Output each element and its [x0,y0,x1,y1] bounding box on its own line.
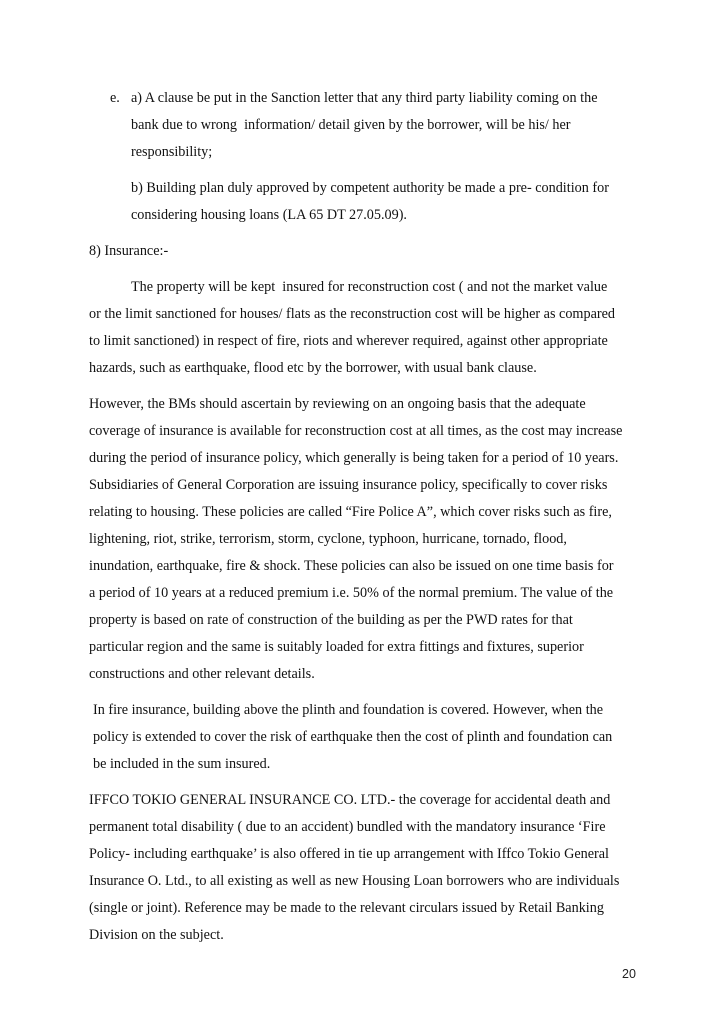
para4-line-1: IFFCO TOKIO GENERAL INSURANCE CO. LTD.- the coverage for accidental death and [89,792,611,808]
para1-line-2: or the limit sanctioned for houses/ flats as the reconstruction cost will be higher as compared [89,306,615,322]
para2-line-8: a period of 10 years at a reduced premium i.e. 50% of the normal premium. The value of the [89,585,614,601]
para3-line-1: In fire insurance, building above the plinth and foundation is covered. However, when the [93,702,604,718]
para1-line-1: The property will be kept insured for reconstruction cost ( and not the market value [131,279,608,295]
insurance-heading: 8) Insurance:- [89,243,169,259]
item-e-b-line-2: considering housing loans (LA 65 DT 27.05.09). [131,207,407,223]
para2-line-10: particular region and the same is suitably loaded for extra fittings and fixtures, superior [89,639,584,655]
para1-line-3: to limit sanctioned) in respect of fire, riots and wherever required, against other appropriate [89,333,608,349]
para3-line-3: be included in the sum insured. [93,756,271,772]
para2-line-1: However, the BMs should ascertain by reviewing on an ongoing basis that the adequate [89,396,586,412]
para4-line-3: Policy- including earthquake’ is also offered in tie up arrangement with Iffco Tokio General [89,846,609,862]
para2-line-11: constructions and other relevant details. [89,666,315,682]
para2-line-7: inundation, earthquake, fire & shock. These policies can also be issued on one time basis for [89,558,614,574]
para2-line-4: Subsidiaries of General Corporation are issuing insurance policy, specifically to cover risks [89,477,608,493]
item-e-a-line-2: bank due to wrong information/ detail given by the borrower, will be his/ her [131,117,571,133]
para2-line-3: during the period of insurance policy, which generally is being taken for a period of 10 years. [89,450,619,466]
para2-line-2: coverage of insurance is available for reconstruction cost at all times, as the cost may increase [89,423,623,439]
item-e-a-line-1: a) A clause be put in the Sanction letter that any third party liability coming on the [131,90,598,106]
para3-line-2: policy is extended to cover the risk of earthquake then the cost of plinth and foundation can [93,729,613,745]
para4-line-5: (single or joint). Reference may be made to the relevant circulars issued by Retail Banking [89,900,604,916]
para2-line-9: property is based on rate of construction of the building as per the PWD rates for that [89,612,573,628]
para1-line-4: hazards, such as earthquake, flood etc by the borrower, with usual bank clause. [89,360,537,376]
item-e-a-line-3: responsibility; [131,144,213,160]
para4-line-4: Insurance O. Ltd., to all existing as well as new Housing Loan borrowers who are individuals [89,873,620,889]
para4-line-6: Division on the subject. [89,927,224,943]
item-e-b-line-1: b) Building plan duly approved by competent authority be made a pre- condition for [131,180,609,196]
page-number: 20 [622,967,636,981]
para2-line-6: lightening, riot, strike, terrorism, storm, cyclone, typhoon, hurricane, tornado, flood, [89,531,567,547]
para2-line-5: relating to housing. These policies are called “Fire Police A”, which cover risks such as fire, [89,504,612,520]
list-marker-e: e. [110,90,120,106]
para4-line-2: permanent total disability ( due to an accident) bundled with the mandatory insurance ‘Fire [89,819,606,835]
